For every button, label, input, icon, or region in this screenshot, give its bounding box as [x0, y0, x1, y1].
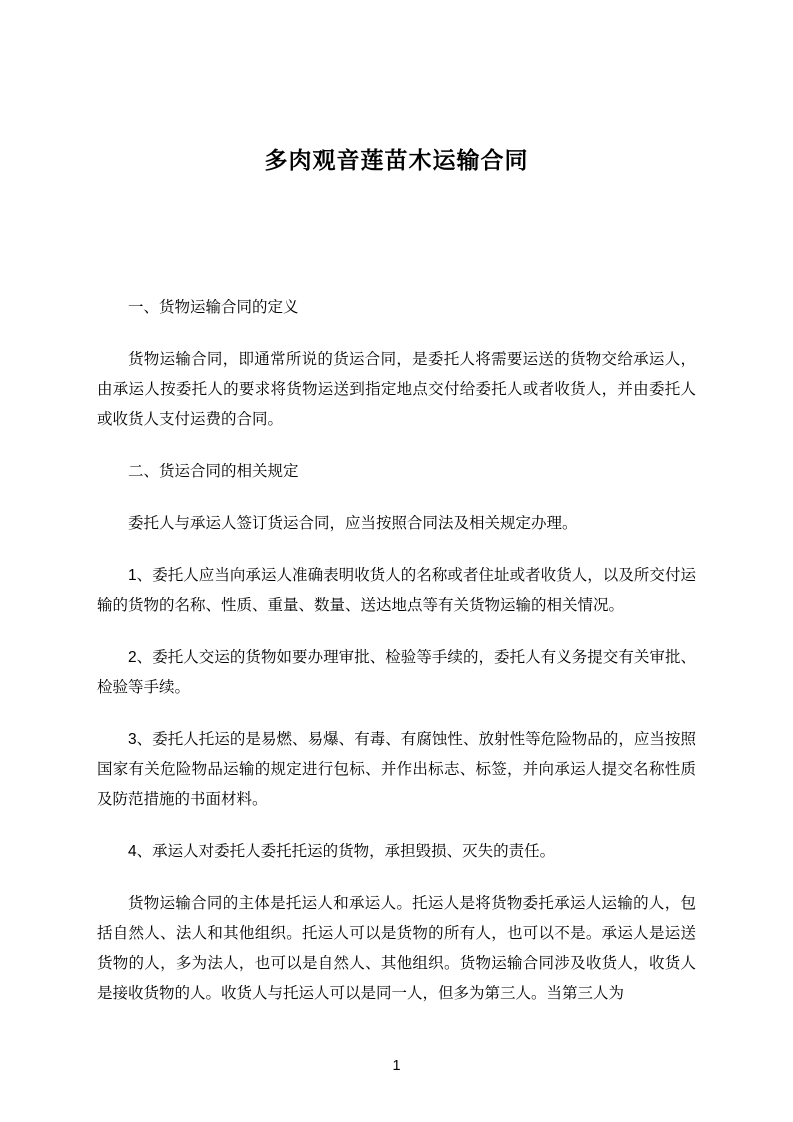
page-number: 1: [392, 1058, 401, 1074]
document-title: 多肉观音莲苗木运输合同: [264, 147, 529, 173]
paragraph-definition-body: 货物运输合同，即通常所说的货运合同，是委托人将需要运送的货物交给承运人，由承运人按委托人的要求将货物运送到指定地点交付给委托人或者收货人，并由委托人或收货人支付运费的合同。: [97, 351, 696, 428]
paragraph-rule-3: 3、委托人托运的是易燃、易爆、有毒、有腐蚀性、放射性等危险物品的，应当按照国家有关危险物品运输的规定进行包标、并作出标志、标签，并向承运人提交名称性质及防范措施的书面材料。: [97, 731, 696, 808]
document-body: [97, 293, 696, 1009]
paragraph-rule-2: 2、委托人交运的货物如要办理审批、检验等手续的，委托人有义务提交有关审批、检验等手续。: [97, 649, 696, 696]
paragraph-rule-1: 1、委托人应当向承运人准确表明收货人的名称或者住址或者收货人，以及所交付运输的货物的名称、性质、重量、数量、送达地点等有关货物运输的相关情况。: [97, 567, 696, 614]
paragraph-regulations-intro: 委托人与承运人签订货运合同，应当按照合同法及相关规定办理。: [128, 515, 578, 532]
paragraph-rule-4: 4、承运人对委托人委托托运的货物，承担毁损、灭失的责任。: [128, 843, 556, 860]
paragraph-contract-subjects: 货物运输合同的主体是托运人和承运人。托运人是将货物委托承运人运输的人，包括自然人、法人和其他组织。托运人可以是货物的所有人，也可以不是。承运人是运送货物的人，多为法人，也可以是自然人、其他组织。货物运输合同涉及收货人，收货人是接收货物的人。收货人与托运人可以是同一人，但多为第三人。当第三人为: [97, 895, 696, 1002]
section-heading-regulations: 二、货运合同的相关规定: [128, 463, 299, 480]
section-heading-definition: 一、货物运输合同的定义: [128, 299, 299, 316]
